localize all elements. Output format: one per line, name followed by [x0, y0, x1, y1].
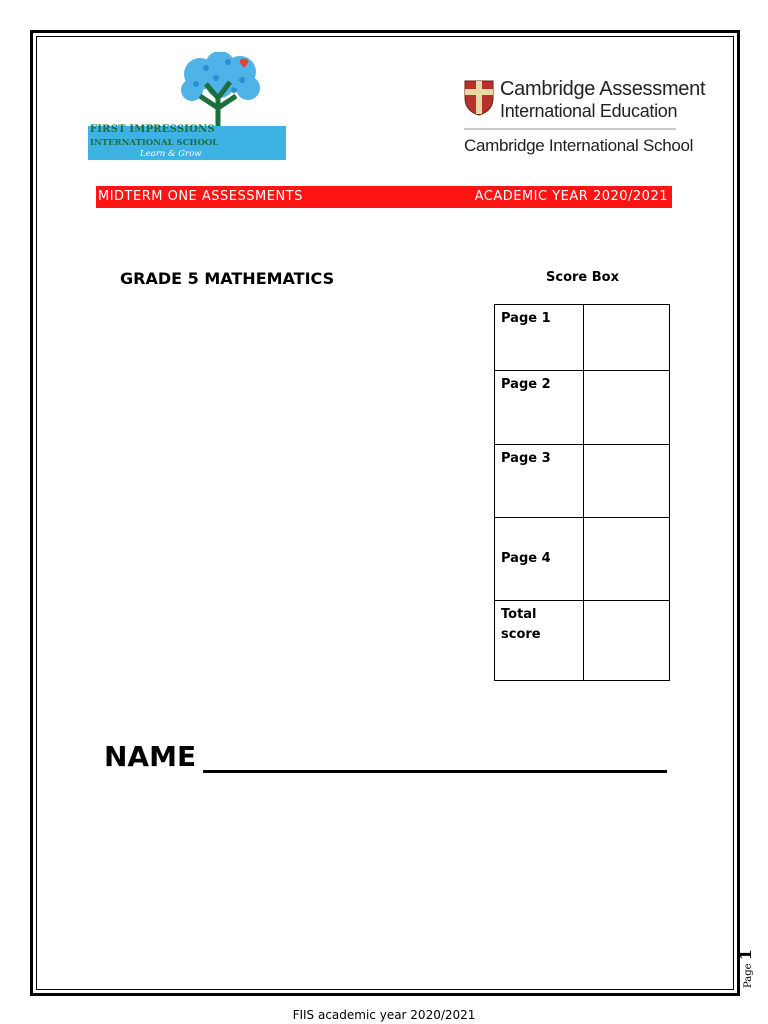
assessment-banner	[96, 186, 672, 208]
score-row	[495, 445, 670, 518]
score-row	[495, 518, 670, 601]
subject-title: GRADE 5 MATHEMATICS	[120, 269, 335, 288]
cambridge-divider	[464, 128, 676, 130]
page-label: Page	[743, 963, 754, 988]
cambridge-subtitle: International Education	[500, 101, 678, 121]
score-row-value[interactable]	[584, 305, 670, 371]
banner-right-text: ACADEMIC YEAR 2020/2021	[474, 189, 668, 204]
score-row-label: Page 2	[495, 371, 584, 445]
score-row-value[interactable]	[584, 601, 670, 681]
cambridge-shield-icon	[464, 80, 494, 116]
school-motto: Learn & Grow	[140, 149, 202, 159]
school-name: FIRST IMPRESSIONS	[90, 124, 215, 135]
score-row	[495, 305, 670, 371]
cambridge-title: Cambridge Assessment	[500, 78, 706, 100]
score-row-value[interactable]	[584, 518, 670, 601]
score-row	[495, 601, 670, 681]
page-number: 1	[736, 949, 755, 961]
score-row-label: Page 3	[495, 445, 584, 518]
banner-left-text: MIDTERM ONE ASSESSMENTS	[98, 189, 303, 204]
school-logo	[88, 52, 286, 164]
score-row	[495, 371, 670, 445]
score-row-label: Total score	[495, 601, 584, 681]
score-row-value[interactable]	[584, 371, 670, 445]
name-input-line[interactable]	[203, 770, 667, 773]
school-subname: INTERNATIONAL SCHOOL	[90, 138, 219, 148]
footer-text: FIIS academic year 2020/2021	[292, 1008, 476, 1022]
score-box-title: Score Box	[546, 270, 619, 285]
tree-icon	[170, 52, 280, 132]
score-row-label: Page 4	[495, 518, 584, 601]
score-row-label: Page 1	[495, 305, 584, 371]
score-box-table	[494, 304, 670, 681]
score-row-value[interactable]	[584, 445, 670, 518]
name-label: NAME	[104, 740, 197, 773]
cambridge-school-label: Cambridge International School	[464, 136, 694, 155]
page-number-marker	[736, 949, 755, 988]
